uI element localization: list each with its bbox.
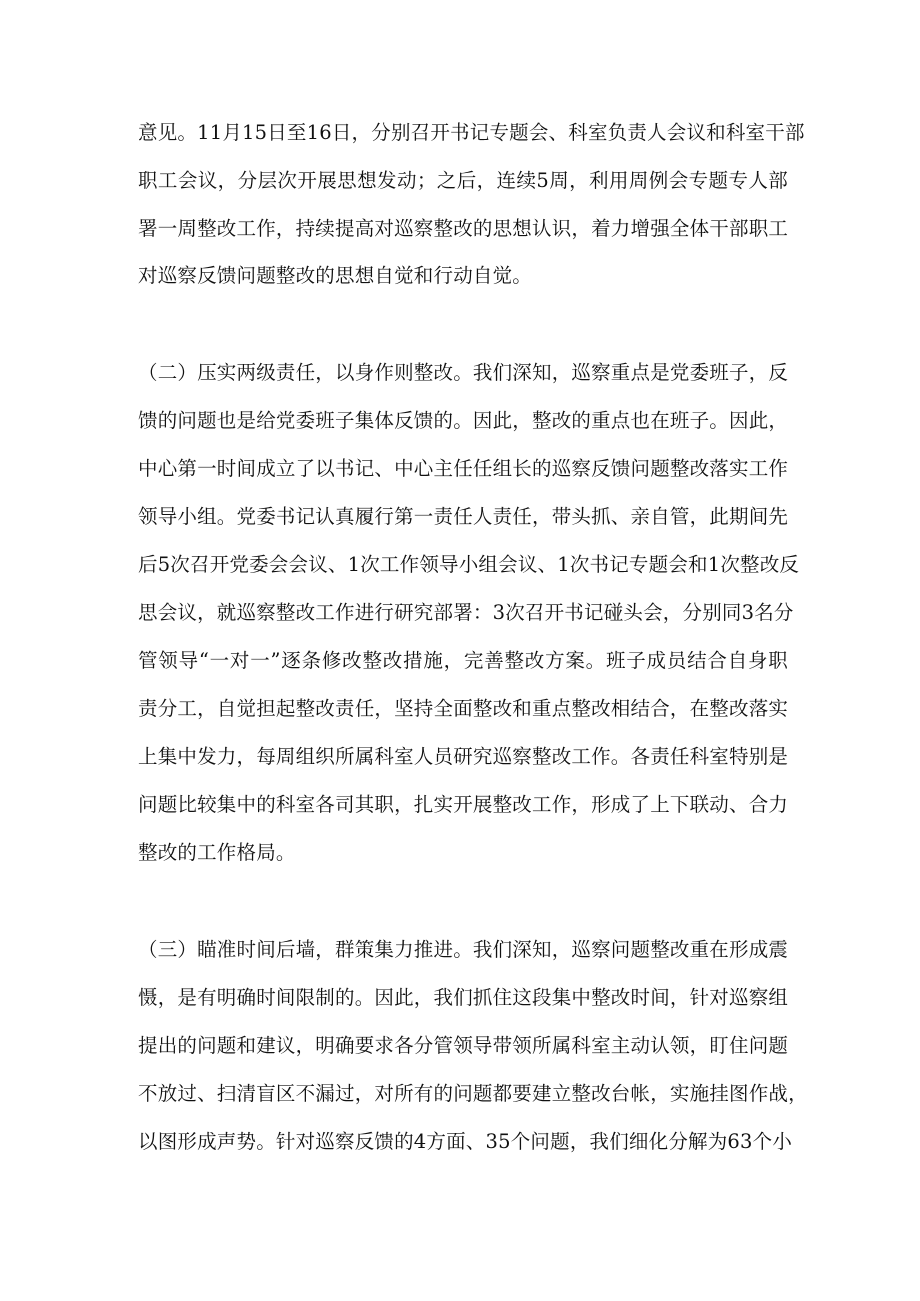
paragraph-2-line-4: 领导小组。党委书记认真履行第一责任人责任，带头抓、亲自管，此期间先 <box>138 505 789 528</box>
paragraph-3-line-3: 提出的问题和建议，明确要求各分管领导带领所属科室主动认领，盯住问题 <box>138 1034 789 1057</box>
paragraph-2-line-9: 上集中发力，每周组织所属科室人员研究巡察整改工作。各责任科室特别是 <box>138 745 789 768</box>
paragraph-2-line-6: 思会议，就巡察整改工作进行研究部署：3次召开书记碰头会，分别同3名分 <box>138 601 794 624</box>
paragraph-3-line-1: （三）瞄准时间后墙，群策集力推进。我们深知，巡察问题整改重在形成震 <box>138 938 789 961</box>
paragraph-1-line-2: 职工会议，分层次开展思想发动；之后，连续5周，利用周例会专题专人部 <box>138 169 788 192</box>
paragraph-3-line-2: 慑，是有明确时间限制的。因此，我们抓住这段集中整改时间，针对巡察组 <box>138 986 789 1009</box>
paragraph-2-line-7: 管领导“一对一”逐条修改整改措施，完善整改方案。班子成员结合自身职 <box>138 649 788 672</box>
paragraph-2-line-3: 中心第一时间成立了以书记、中心主任任组长的巡察反馈问题整改落实工作 <box>138 457 789 480</box>
paragraph-2-line-5: 后5次召开党委会会议、1次工作领导小组会议、1次书记专题会和1次整改反 <box>138 553 800 576</box>
paragraph-3-line-5: 以图形成声势。针对巡察反馈的4方面、35个问题，我们细化分解为63个小 <box>138 1130 793 1153</box>
paragraph-1-line-1: 意见。11月15日至16日，分别召开书记专题会、科室负责人会议和科室干部 <box>138 121 805 144</box>
paragraph-2-line-11: 整改的工作格局。 <box>138 841 296 864</box>
paragraph-1-line-4: 对巡察反馈问题整改的思想自觉和行动自觉。 <box>138 264 533 287</box>
paragraph-2-line-2: 馈的问题也是给党委班子集体反馈的。因此，整改的重点也在班子。因此， <box>138 409 789 432</box>
paragraph-2-line-10: 问题比较集中的科室各司其职，扎实开展整改工作，形成了上下联动、合力 <box>138 793 789 816</box>
paragraph-2-line-1: （二）压实两级责任，以身作则整改。我们深知，巡察重点是党委班子，反 <box>138 361 789 384</box>
paragraph-3-line-4: 不放过、扫清盲区不漏过，对所有的问题都要建立整改台帐，实施挂图作战， <box>138 1082 808 1105</box>
paragraph-1-line-3: 署一周整改工作，持续提高对巡察整改的思想认识，着力增强全体干部职工 <box>138 217 789 240</box>
paragraph-2-line-8: 责分工，自觉担起整改责任，坚持全面整改和重点整改相结合，在整改落实 <box>138 697 789 720</box>
